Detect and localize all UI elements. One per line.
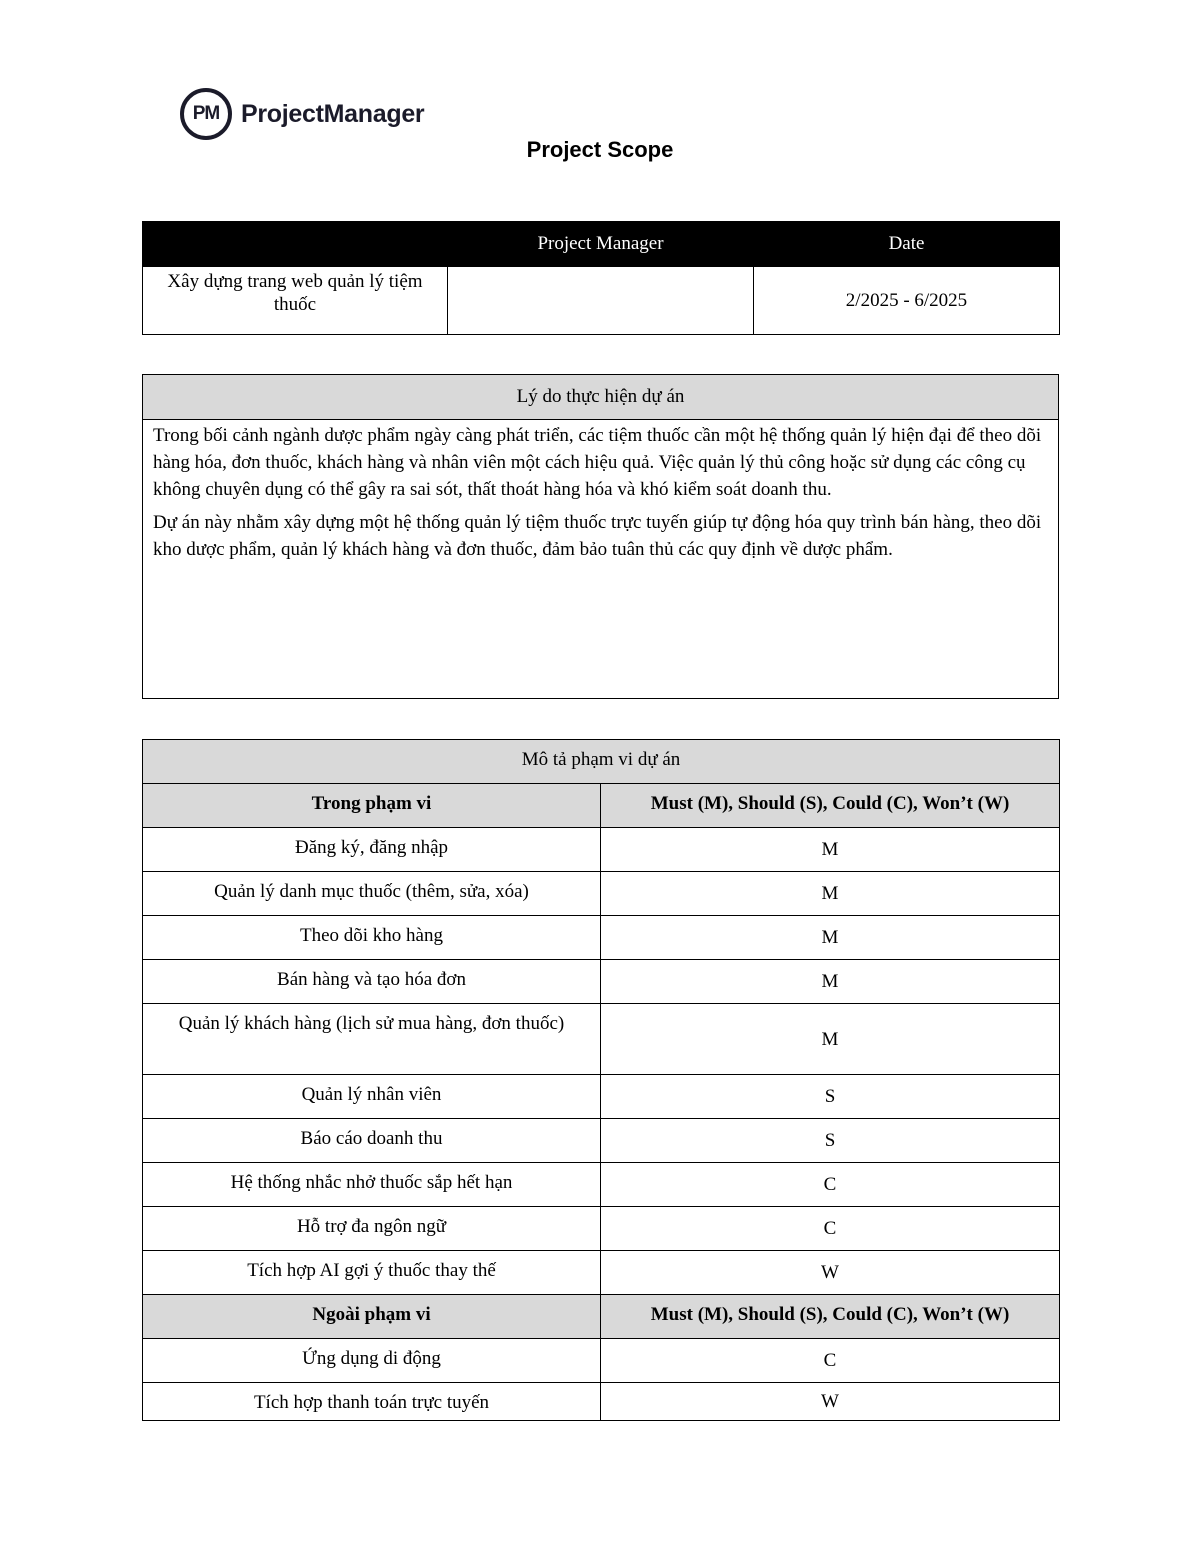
- logo-mark-icon: PM: [180, 88, 232, 140]
- scope-priority: W: [601, 1383, 1060, 1421]
- info-header-date: Date: [754, 222, 1060, 267]
- in-scope-label: Trong phạm vi: [143, 784, 601, 828]
- scope-item: Quản lý danh mục thuốc (thêm, sửa, xóa): [143, 872, 601, 916]
- out-scope-header-row: [143, 1295, 1060, 1339]
- table-row: [143, 1339, 1060, 1383]
- scope-priority: M: [601, 872, 1060, 916]
- reason-paragraph: Dự án này nhằm xây dựng một hệ thống quản lý tiệm thuốc trực tuyến giúp tự động hóa quy trình bán hàng, theo dõi kho dược phẩm, quản lý khách hàng và đơn thuốc, đảm bảo tuân thủ các quy định về dược phẩm.: [153, 512, 1042, 560]
- out-scope-label: Ngoài phạm vi: [143, 1295, 601, 1339]
- table-row: [143, 1075, 1060, 1119]
- in-scope-header-row: [143, 784, 1060, 828]
- table-row: [143, 872, 1060, 916]
- reason-table: [142, 374, 1059, 699]
- scope-item: Hệ thống nhắc nhở thuốc sắp hết hạn: [143, 1163, 601, 1207]
- scope-priority: M: [601, 916, 1060, 960]
- scope-priority: W: [601, 1251, 1060, 1295]
- project-info-table: [142, 221, 1060, 335]
- scope-priority: M: [601, 1004, 1060, 1075]
- logo-text: ProjectManager: [241, 99, 425, 128]
- reason-body: [143, 420, 1059, 699]
- scope-item: Tích hợp AI gợi ý thuốc thay thế: [143, 1251, 601, 1295]
- info-header-row: [143, 222, 1060, 267]
- table-row: [143, 916, 1060, 960]
- scope-item: Quản lý khách hàng (lịch sử mua hàng, đơn thuốc): [143, 1004, 601, 1075]
- out-scope-priority-label: Must (M), Should (S), Could (C), Won’t (W): [601, 1295, 1060, 1339]
- scope-item: Đăng ký, đăng nhập: [143, 828, 601, 872]
- table-row: [143, 1119, 1060, 1163]
- scope-item: Báo cáo doanh thu: [143, 1119, 601, 1163]
- scope-item: Theo dõi kho hàng: [143, 916, 601, 960]
- logo: [180, 88, 424, 140]
- table-row: [143, 1383, 1060, 1421]
- scope-item: Bán hàng và tạo hóa đơn: [143, 960, 601, 1004]
- table-row: [143, 960, 1060, 1004]
- table-row: [143, 828, 1060, 872]
- page-title: Project Scope: [526, 137, 674, 162]
- scope-priority: M: [601, 828, 1060, 872]
- project-date-cell: 2/2025 - 6/2025: [754, 267, 1060, 335]
- project-name-cell: Xây dựng trang web quản lý tiệm thuốc: [143, 267, 448, 335]
- scope-table: [142, 739, 1060, 1421]
- in-scope-priority-label: Must (M), Should (S), Could (C), Won’t (W): [601, 784, 1060, 828]
- info-row: [143, 267, 1060, 335]
- table-row: [143, 1163, 1060, 1207]
- scope-item: Tích hợp thanh toán trực tuyến: [143, 1383, 601, 1421]
- table-row: [143, 1004, 1060, 1075]
- scope-item: Hỗ trợ đa ngôn ngữ: [143, 1207, 601, 1251]
- table-row: [143, 1207, 1060, 1251]
- scope-priority: C: [601, 1163, 1060, 1207]
- reason-paragraph: Trong bối cảnh ngành dược phẩm ngày càng phát triển, các tiệm thuốc cần một hệ thống quản lý hiện đại để theo dõi hàng hóa, đơn thuốc, khách hàng và nhân viên một cách hiệu quả. Việc quản lý thủ công hoặc sử dụng các công cụ không chuyên dụng có thể gây ra sai sót, thất thoát hàng hóa và khó kiểm soát doanh thu.: [153, 425, 1042, 500]
- reason-heading: Lý do thực hiện dự án: [143, 375, 1059, 420]
- scope-priority: C: [601, 1207, 1060, 1251]
- scope-priority: S: [601, 1119, 1060, 1163]
- scope-priority: M: [601, 960, 1060, 1004]
- scope-heading: Mô tả phạm vi dự án: [143, 740, 1060, 784]
- scope-item: Ứng dụng di động: [143, 1339, 601, 1383]
- table-row: [143, 1251, 1060, 1295]
- scope-priority: C: [601, 1339, 1060, 1383]
- scope-priority: S: [601, 1075, 1060, 1119]
- project-manager-cell: [448, 267, 754, 335]
- info-header-manager: Project Manager: [448, 222, 754, 267]
- info-header-project: [143, 222, 448, 267]
- scope-item: Quản lý nhân viên: [143, 1075, 601, 1119]
